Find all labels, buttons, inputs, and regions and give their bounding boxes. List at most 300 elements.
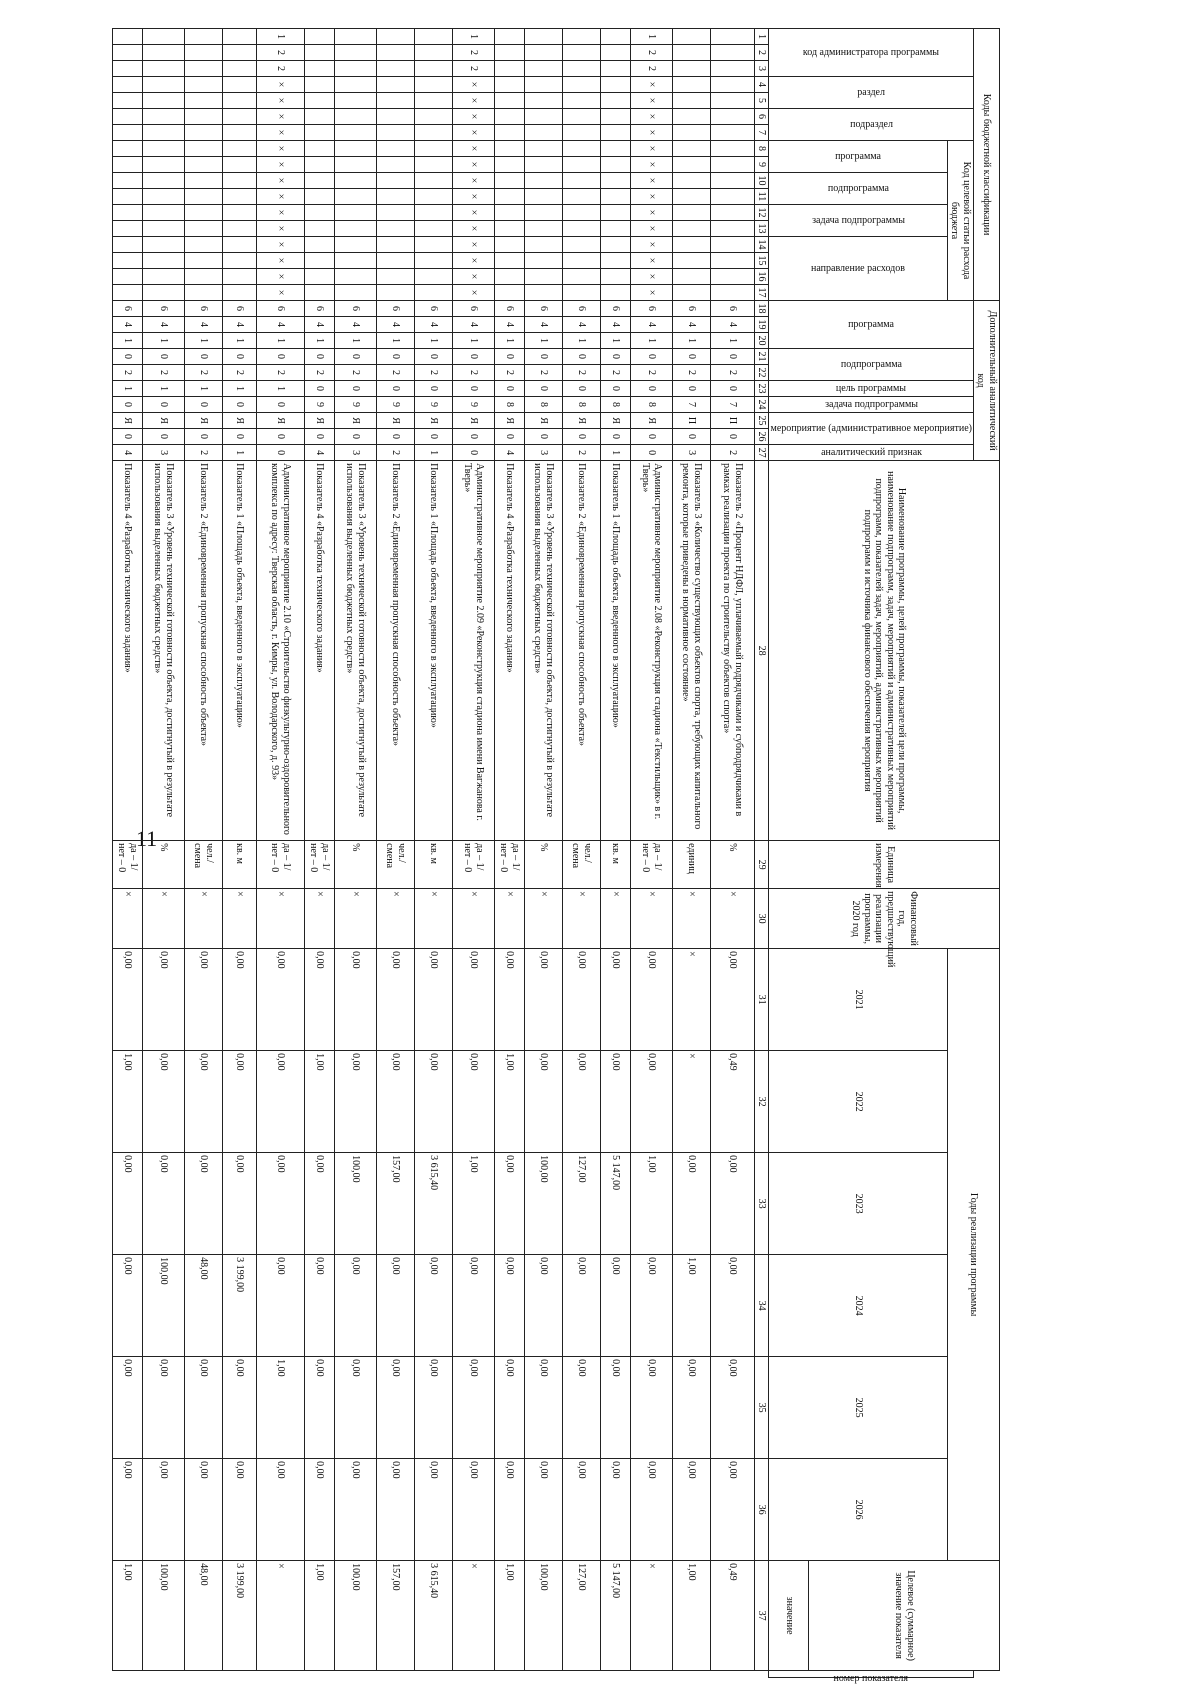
code-cell: 2 (631, 61, 673, 77)
code-cell (563, 157, 601, 173)
code-cell: 1 (453, 333, 495, 349)
code-cell: 0 (335, 381, 377, 397)
code-cell (223, 205, 257, 221)
row-name: Показатель 1 «Площадь объекта, введенного в эксплуатацию» (223, 461, 257, 841)
code-cell (223, 61, 257, 77)
code-cell: 0 (525, 381, 563, 397)
row-name: Административное мероприятие 2.10 «Строительство физкультурно-оздоровительного комплекса по адресу: Тверская область, г. Кимры, ул. Володарского, д. 93» (257, 461, 305, 841)
year-value-cell: 0,00 (631, 1051, 673, 1153)
code-cell (143, 109, 185, 125)
code-cell: 2 (711, 445, 755, 461)
year-value-cell: 0,00 (631, 1459, 673, 1561)
code-cell: 4 (305, 445, 335, 461)
fin-year-cell: × (525, 889, 563, 949)
code-cell: 8 (601, 397, 631, 413)
code-cell (377, 189, 415, 205)
year-value-cell: 0,00 (495, 1459, 525, 1561)
code-cell: 0 (143, 397, 185, 413)
code-cell (563, 269, 601, 285)
code-cell: Я (185, 413, 223, 429)
code-cell (377, 141, 415, 157)
code-cell (113, 61, 143, 77)
row-name: Административное мероприятие 2.09 «Реконструкция стадиона имени Вагжанова г. Тверь» (453, 461, 495, 841)
code-cell: 4 (113, 445, 143, 461)
code-cell (673, 221, 711, 237)
column-number: 22 (755, 365, 770, 381)
code-cell (305, 205, 335, 221)
code-cell: 1 (601, 333, 631, 349)
code-cell (601, 253, 631, 269)
fin-year-cell: × (415, 889, 453, 949)
year-value-cell: 0,00 (257, 1459, 305, 1561)
code-cell: Я (223, 413, 257, 429)
code-cell (601, 173, 631, 189)
target-value-cell: 100,00 (525, 1561, 563, 1671)
year-value-cell: 0,00 (563, 1459, 601, 1561)
code-cell (563, 205, 601, 221)
code-cell (415, 253, 453, 269)
year-value-cell: 0,00 (631, 1357, 673, 1459)
code-cell (335, 189, 377, 205)
code-cell (335, 253, 377, 269)
code-cell: 1 (113, 333, 143, 349)
code-cell (711, 141, 755, 157)
expense-direction-header: направление расходов (811, 262, 906, 274)
code-cell: 6 (495, 301, 525, 317)
code-cell: 0 (113, 397, 143, 413)
year-2025-header: 2025 (769, 1357, 948, 1459)
year-value-cell: 0,00 (525, 1459, 563, 1561)
code-cell: 4 (495, 445, 525, 461)
code-cell (601, 29, 631, 45)
code-cell: 1 (415, 445, 453, 461)
code-cell: × (453, 141, 495, 157)
code-cell: × (631, 285, 673, 301)
code-cell (335, 109, 377, 125)
fin-year-cell: × (563, 889, 601, 949)
code-cell: 0 (377, 429, 415, 445)
code-cell (563, 237, 601, 253)
unit-cell: кв. м (601, 841, 631, 889)
column-number: 21 (755, 349, 770, 365)
code-cell (711, 189, 755, 205)
year-value-cell: 0,00 (711, 1255, 755, 1357)
code-cell: 2 (377, 445, 415, 461)
code-cell: 4 (335, 317, 377, 333)
column-number: 28 (755, 461, 770, 841)
code-cell: × (631, 253, 673, 269)
year-2022-header: 2022 (769, 1051, 948, 1153)
code-cell (495, 141, 525, 157)
year-value-cell: 0,00 (453, 1051, 495, 1153)
year-value-cell: 0,00 (711, 949, 755, 1051)
code-cell: Я (415, 413, 453, 429)
code-cell: 0 (377, 349, 415, 365)
code-cell: 4 (525, 317, 563, 333)
code-cell (185, 205, 223, 221)
code-cell: 1 (377, 333, 415, 349)
column-number: 26 (755, 429, 770, 445)
code-cell (563, 141, 601, 157)
code-cell (143, 125, 185, 141)
year-value-cell: 157,00 (377, 1153, 415, 1255)
code-cell (525, 237, 563, 253)
code-cell (495, 189, 525, 205)
code-cell (711, 157, 755, 173)
year-value-cell: 0,00 (143, 949, 185, 1051)
admin-code-header: код администратора программы (803, 46, 940, 58)
code-cell (673, 141, 711, 157)
code-cell (711, 77, 755, 93)
code-cell: 6 (185, 301, 223, 317)
code-cell (601, 285, 631, 301)
year-value-cell: 1,00 (631, 1153, 673, 1255)
code-cell (335, 285, 377, 301)
code-cell: 6 (601, 301, 631, 317)
year-value-cell: 0,00 (113, 1459, 143, 1561)
code-cell (113, 157, 143, 173)
year-value-cell: 5 147,00 (601, 1153, 631, 1255)
year-value-cell: 0,00 (223, 1153, 257, 1255)
code-cell (673, 285, 711, 301)
code-cell (143, 205, 185, 221)
code-cell (711, 173, 755, 189)
code-cell (143, 61, 185, 77)
code-cell: 0 (563, 429, 601, 445)
code-cell (113, 29, 143, 45)
unit-cell: да – 1/ нет – 0 (305, 841, 335, 889)
code-cell (335, 141, 377, 157)
column-number: 34 (755, 1255, 770, 1357)
code-cell: 2 (711, 365, 755, 381)
code-cell: × (631, 93, 673, 109)
row-name: Показатель 2 «Процент НДФЛ, уплачиваемый подрядчиками и субподрядчиками в рамках реализации проекта по строительству объектов спорта» (711, 461, 755, 841)
code-cell: × (453, 109, 495, 125)
code-cell (673, 269, 711, 285)
code-cell: 0 (305, 429, 335, 445)
year-value-cell: 0,00 (377, 1051, 415, 1153)
fin-year-cell: × (223, 889, 257, 949)
page-number: 11 (136, 826, 158, 851)
column-number: 20 (755, 333, 770, 349)
code-cell (113, 125, 143, 141)
year-value-cell: 0,00 (185, 1153, 223, 1255)
code-cell: 2 (453, 61, 495, 77)
code-cell (563, 61, 601, 77)
code-cell: × (453, 285, 495, 301)
column-number: 3 (755, 61, 770, 77)
code-cell: 6 (305, 301, 335, 317)
column-number: 13 (755, 221, 770, 237)
code-cell: 0 (495, 429, 525, 445)
unit-header: Единица измерения (769, 841, 1000, 889)
code-cell: 6 (453, 301, 495, 317)
code-cell (415, 45, 453, 61)
target-value-cell: 3 615,40 (415, 1561, 453, 1671)
code-cell: 0 (601, 381, 631, 397)
year-value-cell: 0,00 (305, 1153, 335, 1255)
code-cell (223, 285, 257, 301)
row-name: Показатель 3 «Уровень технической готовности объекта, достигнутый в результате использования выделенных бюджетных средств» (335, 461, 377, 841)
year-value-cell: 0,00 (377, 1357, 415, 1459)
code-cell (335, 125, 377, 141)
code-cell: 0 (335, 349, 377, 365)
unit-cell: % (525, 841, 563, 889)
code-cell (305, 285, 335, 301)
code-cell: × (257, 237, 305, 253)
code-cell (673, 77, 711, 93)
code-cell (673, 189, 711, 205)
code-cell (415, 237, 453, 253)
code-cell: × (453, 237, 495, 253)
code-cell (223, 269, 257, 285)
year-value-cell: 0,00 (223, 1459, 257, 1561)
fin-year-cell: × (143, 889, 185, 949)
code-cell: 0 (143, 429, 185, 445)
prog-header: программа (848, 318, 895, 330)
year-value-cell: 0,00 (563, 1255, 601, 1357)
code-cell (223, 45, 257, 61)
fin-year-cell: × (113, 889, 143, 949)
code-cell (601, 205, 631, 221)
code-cell: 9 (335, 397, 377, 413)
code-cell (673, 157, 711, 173)
unit-cell: % (335, 841, 377, 889)
code-cell: 7 (711, 397, 755, 413)
column-number: 29 (755, 841, 770, 889)
code-cell (601, 61, 631, 77)
code-cell (377, 45, 415, 61)
code-cell: Я (113, 413, 143, 429)
target-value-cell: 1,00 (673, 1561, 711, 1671)
code-cell (335, 173, 377, 189)
code-cell (495, 253, 525, 269)
table-row (631, 29, 673, 1678)
code-cell: 2 (453, 365, 495, 381)
code-cell: 2 (257, 61, 305, 77)
code-cell: × (631, 237, 673, 253)
target-value-cell: × (631, 1561, 673, 1671)
table-row (495, 29, 525, 1678)
row-name: Показатель 3 «Количество существующих объектов спорта, требующих капитального ремонта, которые приведены в нормативное состояние» (673, 461, 711, 841)
column-number: 30 (755, 889, 770, 949)
code-cell: 2 (525, 365, 563, 381)
code-cell (185, 61, 223, 77)
table-row (711, 29, 755, 1678)
code-cell (415, 93, 453, 109)
code-cell (305, 173, 335, 189)
code-cell (305, 93, 335, 109)
code-cell: 0 (415, 381, 453, 397)
table-row (335, 29, 377, 1678)
code-cell: 0 (631, 445, 673, 461)
unit-cell: единиц (673, 841, 711, 889)
row-name: Показатель 4 «Разработка технического задания» (495, 461, 525, 841)
code-cell (223, 93, 257, 109)
code-cell (113, 253, 143, 269)
code-cell (143, 237, 185, 253)
code-cell (563, 93, 601, 109)
code-cell: 1 (631, 333, 673, 349)
code-cell (673, 93, 711, 109)
code-cell: 8 (563, 397, 601, 413)
code-cell (673, 45, 711, 61)
code-cell (185, 125, 223, 141)
year-value-cell: 0,00 (525, 949, 563, 1051)
year-value-cell: 1,00 (305, 1051, 335, 1153)
code-cell: 1 (143, 381, 185, 397)
year-value-cell: × (673, 949, 711, 1051)
code-cell: 1 (335, 333, 377, 349)
column-number: 9 (755, 157, 770, 173)
code-cell: 0 (495, 381, 525, 397)
code-cell: 1 (601, 445, 631, 461)
code-cell: 0 (631, 429, 673, 445)
code-cell: 0 (563, 349, 601, 365)
code-cell (525, 269, 563, 285)
code-cell (335, 221, 377, 237)
code-cell: 4 (563, 317, 601, 333)
target-value-cell: 1,00 (495, 1561, 525, 1671)
code-cell (525, 29, 563, 45)
unit-cell: чел./смена (563, 841, 601, 889)
code-cell: 0 (601, 429, 631, 445)
code-cell (113, 141, 143, 157)
table-row (223, 29, 257, 1678)
unit-cell: кв. м (223, 841, 257, 889)
year-value-cell: 0,00 (525, 1255, 563, 1357)
code-cell: 3 (335, 445, 377, 461)
code-cell (377, 253, 415, 269)
section-header: раздел (857, 86, 886, 98)
code-cell: 1 (257, 29, 305, 45)
code-cell (495, 221, 525, 237)
code-cell: 0 (453, 349, 495, 365)
subprog-task-header: задача подпрограммы (824, 399, 918, 411)
code-cell (185, 157, 223, 173)
unit-cell: чел./смена (185, 841, 223, 889)
target-code-header: Код целевой статьи расхода бюджета (948, 141, 974, 301)
budget-codes-header: Коды бюджетной классификации (974, 29, 1000, 301)
code-cell (495, 77, 525, 93)
code-cell (223, 141, 257, 157)
year-value-cell: 3 615,40 (415, 1153, 453, 1255)
code-cell (143, 77, 185, 93)
code-cell: 1 (223, 445, 257, 461)
code-cell: 0 (143, 349, 185, 365)
code-cell: 0 (257, 349, 305, 365)
code-cell (113, 205, 143, 221)
code-cell: 6 (711, 301, 755, 317)
year-value-cell: 0,00 (673, 1459, 711, 1561)
code-cell: × (257, 141, 305, 157)
year-value-cell: 0,00 (495, 1357, 525, 1459)
code-cell (601, 189, 631, 205)
code-cell: 4 (601, 317, 631, 333)
table-row (143, 29, 185, 1678)
code-cell: 2 (223, 365, 257, 381)
code-cell (711, 61, 755, 77)
code-cell: × (453, 173, 495, 189)
code-cell (525, 285, 563, 301)
code-cell (415, 269, 453, 285)
code-cell (525, 205, 563, 221)
code-cell: 2 (377, 365, 415, 381)
year-value-cell: 0,00 (453, 1459, 495, 1561)
code-cell: 4 (223, 317, 257, 333)
column-number: 2 (755, 45, 770, 61)
code-cell: 6 (143, 301, 185, 317)
code-cell (335, 205, 377, 221)
column-number: 10 (755, 173, 770, 189)
year-value-cell: 0,00 (563, 1357, 601, 1459)
year-value-cell: 0,00 (143, 1357, 185, 1459)
code-cell (525, 45, 563, 61)
year-value-cell: 0,00 (185, 1051, 223, 1153)
code-cell: 0 (377, 381, 415, 397)
code-cell (377, 221, 415, 237)
program-header: программа (835, 150, 882, 162)
year-value-cell: 0,00 (223, 1357, 257, 1459)
code-cell (305, 109, 335, 125)
code-cell: 1 (185, 333, 223, 349)
code-cell: 6 (415, 301, 453, 317)
code-cell: 0 (257, 429, 305, 445)
code-cell (415, 77, 453, 93)
fin-year-cell: × (631, 889, 673, 949)
year-value-cell: 0,00 (257, 1153, 305, 1255)
code-cell: 2 (453, 45, 495, 61)
code-cell: 1 (143, 333, 185, 349)
code-cell: 6 (223, 301, 257, 317)
column-number: 14 (755, 237, 770, 253)
code-cell: 4 (631, 317, 673, 333)
code-cell (673, 205, 711, 221)
table-row (305, 29, 335, 1678)
code-cell: 6 (525, 301, 563, 317)
code-cell (601, 141, 631, 157)
code-cell (415, 125, 453, 141)
target-value-cell: 127,00 (563, 1561, 601, 1671)
code-cell (223, 253, 257, 269)
code-cell (563, 109, 601, 125)
year-value-cell: 0,00 (453, 1255, 495, 1357)
code-cell: × (453, 253, 495, 269)
target-value-cell: × (257, 1561, 305, 1671)
table-row (453, 29, 495, 1678)
code-cell: × (631, 77, 673, 93)
code-cell (305, 253, 335, 269)
code-cell: × (453, 77, 495, 93)
code-cell: Я (495, 413, 525, 429)
code-cell (711, 269, 755, 285)
code-cell: × (257, 125, 305, 141)
code-cell: 1 (453, 29, 495, 45)
year-value-cell: 0,00 (305, 1357, 335, 1459)
year-value-cell: × (673, 1051, 711, 1153)
code-cell (711, 237, 755, 253)
year-value-cell: 0,00 (631, 1255, 673, 1357)
column-number: 24 (755, 397, 770, 413)
analytic-sign-header: аналитический признак (820, 447, 922, 459)
year-value-cell: 0,00 (415, 1255, 453, 1357)
year-value-cell: 0,00 (631, 949, 673, 1051)
code-cell: × (631, 109, 673, 125)
code-cell (223, 109, 257, 125)
code-cell (335, 157, 377, 173)
code-cell (601, 269, 631, 285)
code-cell (223, 125, 257, 141)
